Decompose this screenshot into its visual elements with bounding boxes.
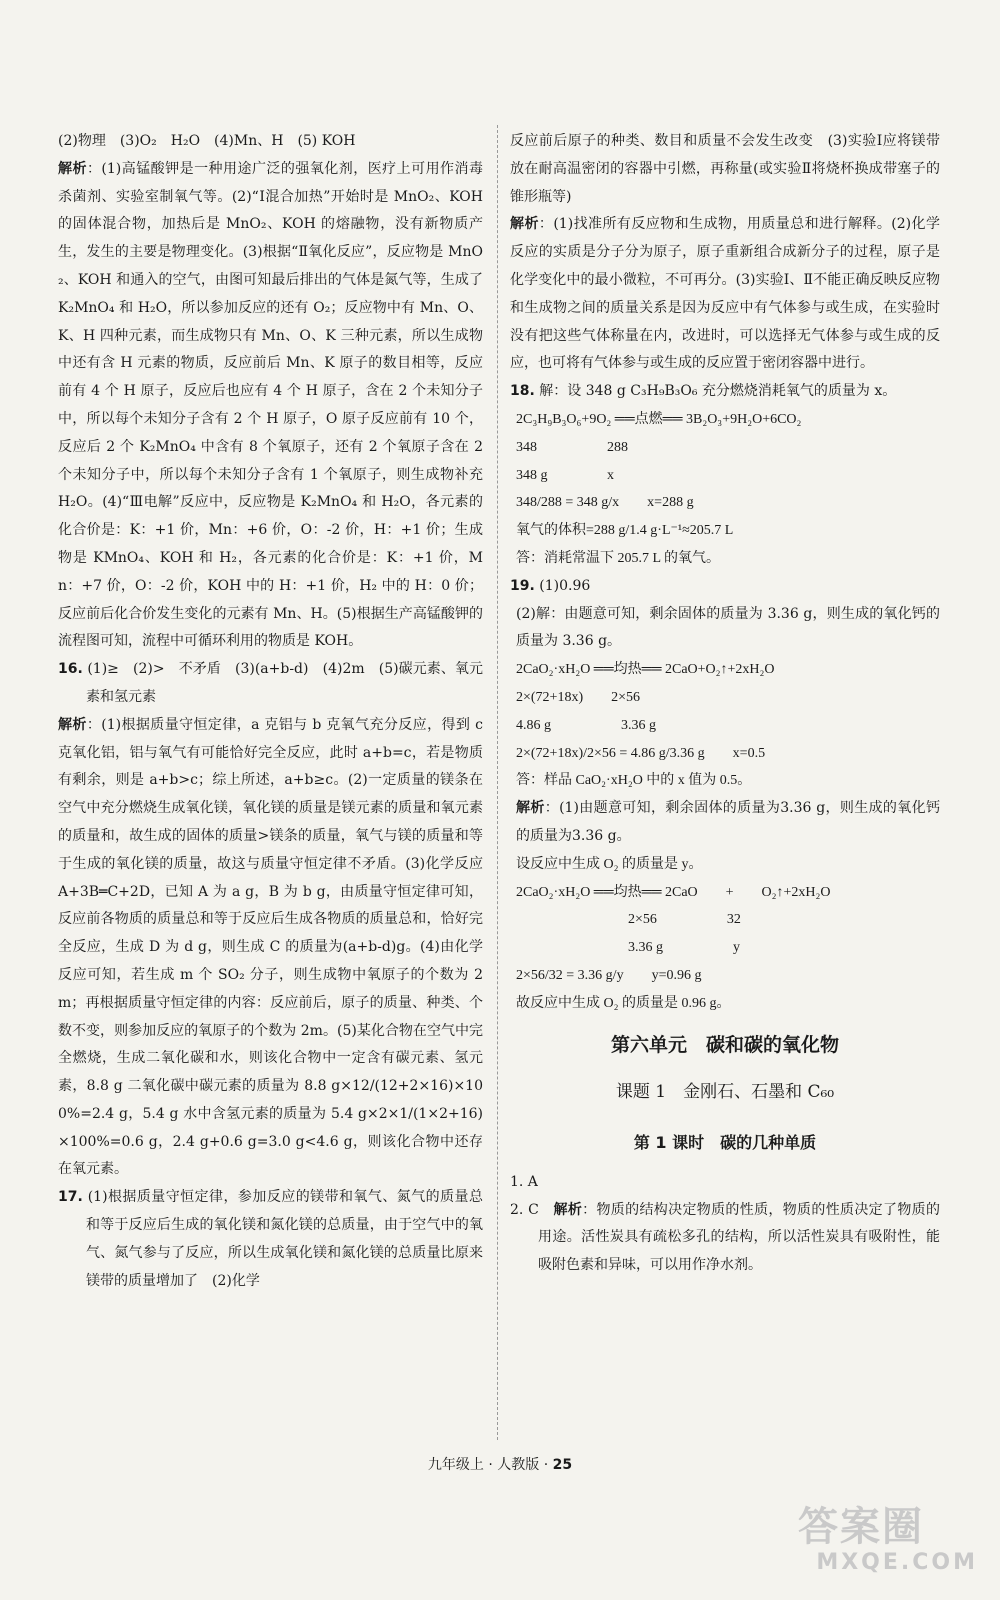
page-number: 25 xyxy=(552,1457,573,1473)
page-footer xyxy=(0,1452,1000,1480)
watermark-line2: MXQE.COM xyxy=(816,1550,978,1575)
topic-title: 课题 1 金刚石、石墨和 C₆₀ xyxy=(615,1082,835,1103)
q17-number: 17. xyxy=(58,1189,83,1206)
q18-row: 348 288 xyxy=(516,439,628,455)
left-column xyxy=(58,128,483,1295)
q18-row: 348 g x xyxy=(516,467,614,483)
q18-equation: 2C₃H₉B₃O₆+9O₂ ══点燃══ 3B₂O₃+9H₂O+6CO₂ xyxy=(516,411,802,427)
q19-calculation xyxy=(510,601,940,1018)
explanation-label: 解析 xyxy=(58,160,87,177)
unit-title: 第六单元 碳和碳的氧化物 xyxy=(610,1033,839,1056)
q19-explanation-text: ：(1)由题意可知，剩余固体的质量为3.36 g，则生成的氧化钙的质量为3.36 g。 xyxy=(516,800,941,844)
q19-ratio: 2×(72+18x)/2×56 = 4.86 g/3.36 g x=0.5 xyxy=(516,745,766,761)
q17-answer xyxy=(58,1184,483,1295)
q19-part1-text: (1)0.96 xyxy=(539,577,591,594)
answer-2 xyxy=(510,1197,940,1280)
q18-number: 18. xyxy=(510,383,535,400)
explanation-label: 解析 xyxy=(516,800,545,817)
q19-row: 3.36 g y xyxy=(516,940,740,956)
explanation-label: 解析 xyxy=(510,216,539,233)
q18-answer: 答：消耗常温下 205.7 L 的氧气。 xyxy=(516,550,721,566)
q16-answer xyxy=(58,656,483,712)
q19-equation: 2CaO₂·xH₂O ══均热══ 2CaO+O₂↑+2xH₂O xyxy=(516,662,775,678)
q19-set: 设反应中生成 O₂ 的质量是 y。 xyxy=(516,856,703,872)
q18-ratio: 348/288 = 348 g/x x=288 g xyxy=(516,495,694,511)
q19-conclusion: 故反应中生成 O₂ 的质量是 0.96 g。 xyxy=(516,995,731,1011)
q17-answer-text: (1)根据质量守恒定律，参加反应的镁带和氧气、氮气的质量总和等于反应后生成的氧化镁和氮化镁的总质量，由于空气中的氧气、氮气参与了反应，所以生成氧化镁和氮化镁的总质量比原来镁带的质量增加了 (2)化学 xyxy=(86,1189,483,1289)
q17-explanation xyxy=(510,211,940,378)
q19-number: 19. xyxy=(510,577,535,594)
q16-number: 16. xyxy=(58,661,83,678)
q19-part2: (2)解：由题意可知，剩余固体的质量为 3.36 g，则生成的氧化钙的质量为 3.36 g。 xyxy=(516,605,940,650)
explanation-label: 解析 xyxy=(553,1201,583,1218)
answer-1: 1. A xyxy=(510,1173,538,1190)
lesson-title: 第 1 课时 碳的几种单质 xyxy=(633,1133,817,1153)
q15-explanation xyxy=(58,156,483,656)
q19-explanation xyxy=(516,795,940,851)
watermark-line1: 答案圈 xyxy=(798,1504,924,1550)
q19-ratio-2: 2×56/32 = 3.36 g/y y=0.96 g xyxy=(516,967,702,983)
q19-equation-2: 2CaO₂·xH₂O ══均热══ 2CaO + O₂↑+2xH₂O xyxy=(516,884,831,900)
q18-intro xyxy=(510,378,940,406)
q17-explanation-text: ：(1)找准所有反应物和生成物，用质量总和进行解释。(2)化学反应的实质是分子分为原子，原子重新组合成新分子的过程，原子是化学变化中的最小微粒，不可再分。(3)实验Ⅰ、Ⅱ不能正确反映反应物和生成物之间的质量关系是因为反应中有气体参与或生成，在实验时没有把这些气体称量在内，改进时，可以选择无气体参与或生成的反应，也可将有气体参与或生成的反应置于密闭容器中进行。 xyxy=(510,216,940,372)
q18-volume: 氧气的体积=288 g/1.4 g·L⁻¹≈205.7 L xyxy=(516,523,734,539)
explanation-label: 解析 xyxy=(58,716,87,733)
q16-explanation xyxy=(58,712,483,1185)
answer-2-text: ：物质的结构决定物质的性质，物质的性质决定了物质的用途。活性炭具有疏松多孔的结构，所以活性炭具有吸附性，能吸附色素和异味，可以用作净水剂。 xyxy=(538,1201,940,1274)
q19-row: 2×(72+18x) 2×56 xyxy=(516,689,641,705)
q16-answer-text: (1)≥ (2)> 不矛盾 (3)(a+b-d) (4)2m (5)碳元素、氧元素和氢元素 xyxy=(86,661,483,705)
q19-answer: 答：样品 CaO₂·xH₂O 中的 x 值为 0.5。 xyxy=(516,773,752,789)
q19-part1 xyxy=(510,573,940,601)
right-column xyxy=(510,128,940,1280)
q16-explanation-text: ：(1)根据质量守恒定律，a 克铝与 b 克氧气充分反应，得到 c 克氧化铝，铝与氧气有可能恰好完全反应，此时 a+b=c，若是物质有剩余，则是 a+b>c；综上所述，a+b≥c。(2)一定质量的镁条在空气中充分燃烧生成氧化镁，氧化镁的质量是镁元素的质量和氧元素的质量和，故生成的固体的质量>镁条的质量，氧气与镁的质量和等于生成的氧化镁的质量，故这与质量守恒定律不矛盾。(3)化学反应 A+3B═C+2D，已知 A 为 a g，B 为 b g，由质量守恒定律可知，反应前各物质的质量总和等于反应后生成各物质的质量总和，恰好完全反应，生成 D 为 d g，则生成 C 的质量为(a+b-d)g。(4)由化学反应可知，若生成 m 个 SO₂ 分子，则生成物中氧原子的个数为 2m；再根据质量守恒定律的内容：反应前后，原子的质量、种类、个数不变，则参加反应的氧原子的个数为 2m。(5)某化合物在空气中完全燃烧，生成二氧化碳和水，则该化合物中一定含有碳元素、氢元素，8.8 g 二氧化碳中碳元素的质量为 8.8 g×12/(12+2×16)×100%=2.4 g，5.4 g 水中含氢元素的质量为 5.4 g×2×1/(1×2+16)×100%=0.6 g，2.4 g+0.6 g=3.0 g<4.6 g，则该化合物中还存在氧元素。 xyxy=(58,716,484,1178)
q18-intro-text: 解：设 348 g C₃H₉B₃O₆ 充分燃烧消耗氧气的质量为 x。 xyxy=(539,383,897,400)
q15-answer: (2)物理 (3)O₂ H₂O (4)Mn、H (5) KOH xyxy=(58,133,356,149)
q18-calculation xyxy=(510,406,940,573)
q19-row: 4.86 g 3.36 g xyxy=(516,717,656,733)
q19-row: 2×56 32 xyxy=(516,912,741,928)
column-divider xyxy=(497,125,498,1440)
watermark-logo xyxy=(798,1504,978,1584)
answer-2-head: 2. C xyxy=(510,1201,554,1218)
q17-answer-continued: 反应前后原子的种类、数目和质量不会发生改变 (3)实验Ⅰ应将镁带放在耐高温密闭的容器中引燃，再称量(或实验Ⅱ将烧杯换成带塞子的锥形瓶等) xyxy=(510,133,940,205)
q15-explanation-text: ：(1)高锰酸钾是一种用途广泛的强氧化剂，医疗上可用作消毒杀菌剂、实验室制氧气等。(2)“Ⅰ混合加热”开始时是 MnO₂、KOH 的固体混合物，加热后是 MnO₂、KOH 的熔融物，没有新物质产生，发生的主要是物理变化。(3)根据“Ⅱ氧化反应”，反应物是 MnO₂、KOH 和通入的空气，由图可知最后排出的气体是氮气等，生成了 K₂MnO₄ 和 H₂O，所以参加反应的还有 O₂；反应物中有 Mn、O、K、H 四种元素，而生成物只有 Mn、O、K 三种元素，所以生成物中还有含 H 元素的物质，反应前后 Mn、K 原子的数目相等，反应前有 4 个 H 原子，反应后也应有 4 个 H 原子，含在 2 个未知分子中，所以每个未知分子含有 2 个 H 原子，O 原子反应前有 10 个，反应后 2 个 K₂MnO₄ 中含有 8 个氧原子，还有 2 个氧原子含在 2 个未知分子中，所以每个未知分子含有 1 个氧原子，则生成物补充 H₂O。(4)“Ⅲ电解”反应中，反应物是 K₂MnO₄ 和 H₂O，各元素的化合价是：K：+1 价，Mn：+6 价，O：-2 价，H：+1 价；生成物是 KMnO₄、KOH 和 H₂，各元素的化合价是：K：+1 价，Mn：+7 价，O：-2 价，KOH 中的 H：+1 价，H₂ 中的 H：0 价；反应前后化合价发生变化的元素有 Mn、H。(5)根据生产高锰酸钾的流程图可知，流程中可循环利用的物质是 KOH。 xyxy=(58,160,483,650)
footer-text: 九年级上 · 人教版 · xyxy=(427,1457,553,1473)
